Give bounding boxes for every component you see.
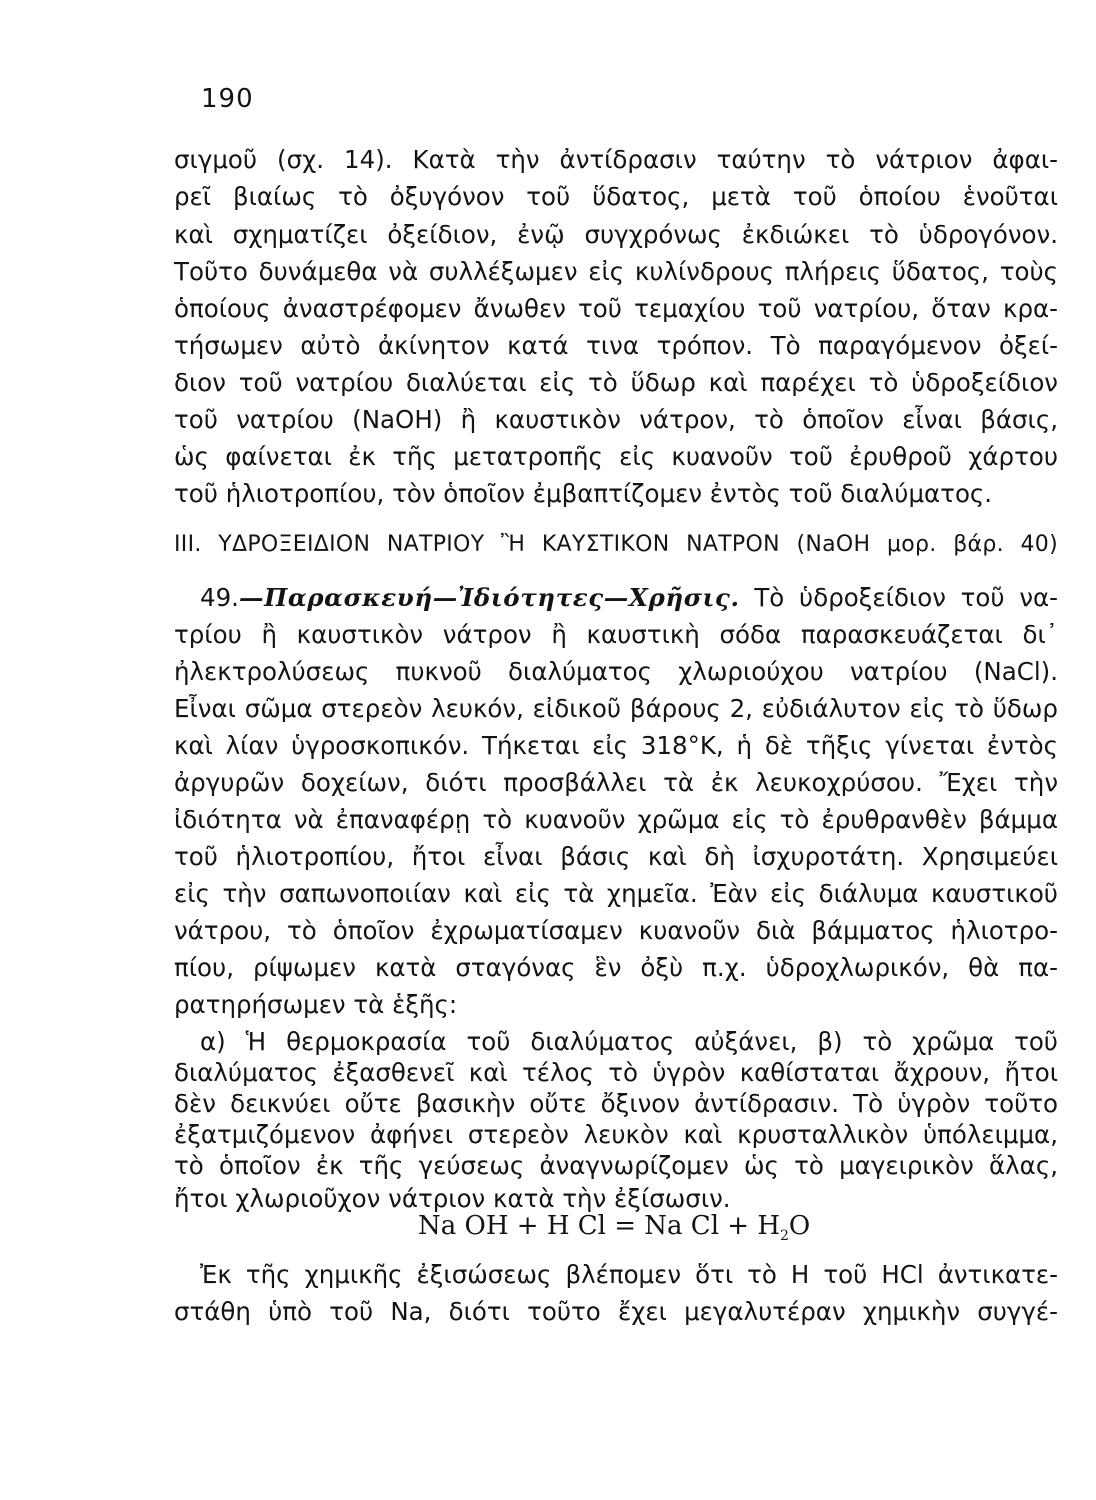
text-line: ἤτοι χλωριοῦχον νάτριον κατὰ τὴν ἐξίσωσιν. <box>174 1184 731 1213</box>
section-lead-text: Τὸ ὑδροξείδιον τοῦ να- <box>739 583 1058 612</box>
text-line: διαλύματος ἐξασθενεῖ καὶ τέλος τὸ ὑγρὸν καθίσταται ἄχρουν, ἤτοι <box>174 1058 1058 1087</box>
text-line: ἠλεκτρολύσεως πυκνοῦ διαλύματος χλωριούχου νατρίου (NaCl). <box>174 657 1058 686</box>
text-line: νάτρου, τὸ ὁποῖον ἐχρωματίσαμεν κυανοῦν διὰ βάμματος ἡλιοτρο- <box>174 916 1058 945</box>
text-line: σιγμοῦ (σχ. 14). Κατὰ τὴν ἀντίδρασιν ταύτην τὸ νάτριον ἀφαι- <box>174 145 1058 174</box>
text-line: ἰδιότητα νὰ ἐπαναφέρῃ τὸ κυανοῦν χρῶμα εἰς τὸ ἐρυθρανθὲν βάμμα <box>174 805 1058 834</box>
equation-right: O <box>788 1211 811 1241</box>
section-number: 49. <box>200 583 239 612</box>
section-title: —Παρασκευή—Ἰδιότητες—Χρῆσις. <box>238 583 740 612</box>
text-line: καὶ λίαν ὑγροσκοπικόν. Τήκεται εἰς 318°K, ἡ δὲ τῆξις γίνεται ἐντὸς <box>174 731 1058 760</box>
text-line: ἐξατμιζόμενον ἀφήνει στερεὸν λευκὸν καὶ κρυσταλλικὸν ὑπόλειμμα, <box>174 1120 1058 1149</box>
text-line: τρίου ἢ καυστικὸν νάτρον ἢ καυστικὴ σόδα παρασκευάζεται δι᾽ <box>174 620 1058 649</box>
text-line: καὶ σχηματίζει ὀξείδιον, ἐνῷ συγχρόνως ἐκδιώκει τὸ ὑδρογόνον. <box>174 220 1058 249</box>
text-line: Ἐκ τῆς χημικῆς ἐξισώσεως βλέπομεν ὅτι τὸ H τοῦ HCl ἀντικατε- <box>200 1260 1058 1289</box>
text-line: τοῦ νατρίου (NaOH) ἢ καυστικὸν νάτρον, τὸ ὁποῖον εἶναι βάσις, <box>174 405 1058 434</box>
section-lead-line <box>200 583 1058 612</box>
equation-left: Na OH + H Cl = Na Cl + H <box>418 1211 780 1241</box>
page-number: 190 <box>201 84 254 114</box>
text-line: Τοῦτο δυνάμεθα νὰ συλλέξωμεν εἰς κυλίνδρους πλήρεις ὕδατος, τοὺς <box>174 257 1058 286</box>
text-line: ὡς φαίνεται ἐκ τῆς μετατροπῆς εἰς κυανοῦν τοῦ ἐρυθροῦ χάρτου <box>174 442 1058 471</box>
section-heading: III. ΥΔΡΟΞΕΙΔΙΟΝ ΝΑΤΡΙΟΥ Ἢ ΚΑΥΣΤΙΚΟΝ ΝΑΤΡΟΝ (NaOH μορ. βάρ. 40) <box>174 532 1058 557</box>
equation-subscript: 2 <box>780 1228 789 1245</box>
text-line: τὸ ὁποῖον ἐκ τῆς γεύσεως ἀναγνωρίζομεν ὡς τὸ μαγειρικὸν ἅλας, <box>174 1151 1058 1180</box>
text-line: Εἶναι σῶμα στερεὸν λευκόν, εἰδικοῦ βάρους 2, εὐδιάλυτον εἰς τὸ ὕδωρ <box>174 694 1058 723</box>
text-line: τοῦ ἡλιοτροπίου, τὸν ὁποῖον ἐμβαπτίζομεν ἐντὸς τοῦ διαλύματος. <box>174 479 993 508</box>
chemical-equation <box>418 1211 810 1244</box>
text-line: εἰς τὴν σαπωνοποιίαν καὶ εἰς τὰ χημεῖα. Ἐὰν εἰς διάλυμα καυστικοῦ <box>174 879 1058 908</box>
text-line: ρατηρήσωμεν τὰ ἑξῆς: <box>174 990 458 1019</box>
text-line: ἀργυρῶν δοχείων, διότι προσβάλλει τὰ ἐκ λευκοχρύσου. Ἔχει τὴν <box>174 768 1058 797</box>
text-line: στάθη ὑπὸ τοῦ Na, διότι τοῦτο ἔχει μεγαλυτέραν χημικὴν συγγέ- <box>174 1297 1058 1326</box>
text-line: τοῦ ἡλιοτροπίου, ἤτοι εἶναι βάσις καὶ δὴ ἰσχυροτάτη. Χρησιμεύει <box>174 842 1058 871</box>
text-line: τήσωμεν αὐτὸ ἀκίνητον κατά τινα τρόπον. Τὸ παραγόμενον ὀξεί- <box>174 331 1058 360</box>
text-line: διον τοῦ νατρίου διαλύεται εἰς τὸ ὕδωρ καὶ παρέχει τὸ ὑδροξείδιον <box>174 368 1058 397</box>
text-line: ρεῖ βιαίως τὸ ὀξυγόνον τοῦ ὕδατος, μετὰ τοῦ ὁποίου ἑνοῦται <box>174 182 1058 211</box>
text-line: ὁποίους ἀναστρέφομεν ἄνωθεν τοῦ τεμαχίου τοῦ νατρίου, ὅταν κρα- <box>174 294 1058 323</box>
text-line: δὲν δεικνύει οὔτε βασικὴν οὔτε ὄξινον ἀντίδρασιν. Τὸ ὑγρὸν τοῦτο <box>174 1089 1058 1118</box>
text-line: πίου, ρίψωμεν κατὰ σταγόνας ἓν ὀξὺ π.χ. ὑδροχλωρικόν, θὰ πα- <box>174 953 1058 982</box>
text-line: α) Ἡ θερμοκρασία τοῦ διαλύματος αὐξάνει, β) τὸ χρῶμα τοῦ <box>200 1027 1058 1056</box>
